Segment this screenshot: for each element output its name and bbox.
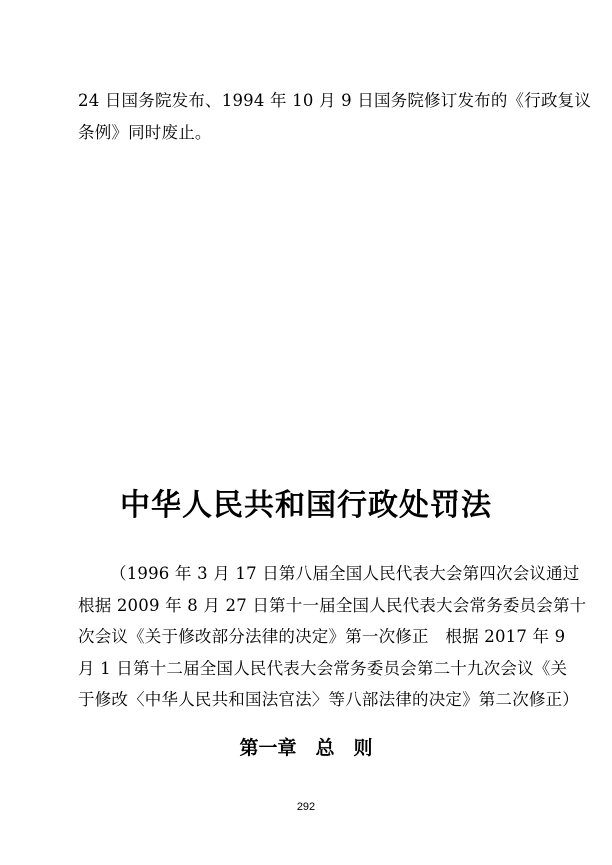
law-title: 中华人民共和国行政处罚法 <box>120 488 492 523</box>
law-note-line-5: 于修改〈中华人民共和国法官法〉等八部法律的决定》第二次修正） <box>78 690 579 709</box>
page-number: 292 <box>296 801 316 813</box>
chapter-heading: 第一章 总 则 <box>239 737 373 759</box>
intro-line-1: 24 日国务院发布、1994 年 10 月 9 日国务院修订发布的《行政复议 <box>78 91 592 110</box>
law-note-line-2: 根据 2009 年 8 月 27 日第十一届全国人民代表大会常务委员会第十 <box>78 596 587 615</box>
law-note-line-1: （1996 年 3 月 17 日第八届全国人民代表大会第四次会议通过 <box>110 564 580 583</box>
law-note-line-3: 次会议《关于修改部分法律的决定》第一次修正 根据 2017 年 9 <box>78 627 566 646</box>
law-note-line-4: 月 1 日第十二届全国人民代表大会常务委员会第二十九次会议《关 <box>78 659 568 678</box>
intro-line-2: 条例》同时废止。 <box>78 123 212 142</box>
